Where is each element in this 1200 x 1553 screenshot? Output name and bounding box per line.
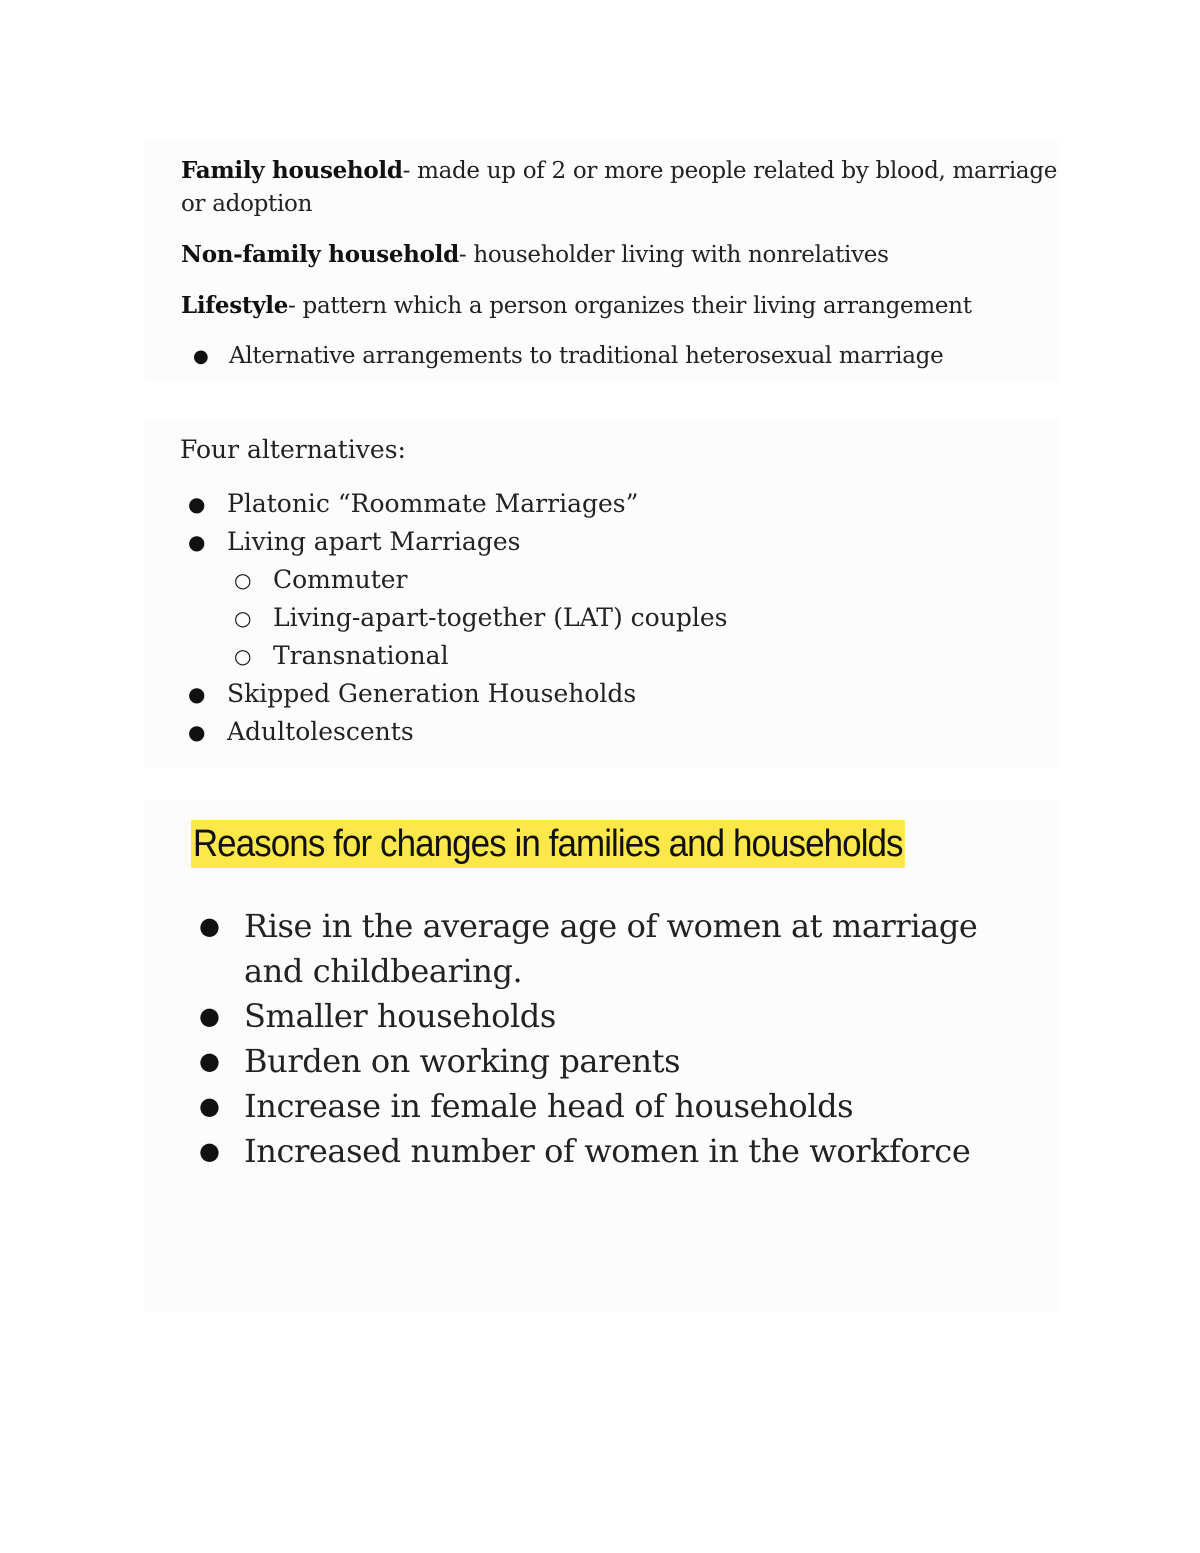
alternatives-heading: Four alternatives: [180,435,406,464]
bullet-icon: ● [199,1137,220,1165]
list-item [180,675,1060,713]
list-item-text: Living apart Marriages [227,527,521,556]
hollow-bullet-icon: ○ [234,644,252,668]
list-item [191,994,1004,1039]
bullet-icon: ● [199,1002,220,1030]
bullet-icon: ● [188,682,206,706]
list-item-text: Living-apart-together (LAT) couples [273,603,728,632]
definition-text: - made up of 2 or more people related by blood, marriage or adoption [181,158,1058,217]
list-item [193,340,1060,373]
sub-list-item [180,561,1060,599]
definition-non-family-household [181,238,1060,272]
reasons-list [191,904,1060,1174]
bullet-icon: ● [199,912,220,940]
list-item [191,1039,1004,1084]
definition-text: - householder living with nonrelatives [458,242,889,268]
list-item-text: Commuter [273,565,408,594]
hollow-bullet-icon: ○ [234,606,252,630]
definition-family-household [181,154,1060,221]
list-item [191,1084,1004,1129]
list-item-text: Platonic “Roommate Marriages” [227,489,639,518]
list-item-text: Skipped Generation Households [227,679,637,708]
list-item-text: Rise in the average age of women at marriage and childbearing. [244,907,978,990]
bullet-icon: ● [188,720,206,744]
reasons-title: Reasons for changes in families and households [191,820,904,868]
bullet-icon: ● [199,1047,220,1075]
definition-term: Lifestyle [181,292,289,319]
reasons-section [145,800,1060,1312]
list-item-text: Alternative arrangements to traditional heterosexual marriage [229,343,944,369]
hollow-bullet-icon: ○ [234,568,252,592]
list-item [180,713,1060,751]
list-item-text: Smaller households [244,997,556,1035]
alternatives-list [180,485,1060,751]
definition-term: Non-family household [181,241,459,268]
alternatives-section [145,420,1060,768]
list-item [191,1129,1004,1174]
list-item-text: Transnational [273,641,449,670]
list-item [180,485,1060,523]
definition-text: - pattern which a person organizes their living arrangement [288,293,972,319]
list-item-text: Adultolescents [227,717,414,746]
list-item [191,904,1004,994]
bullet-icon: ● [199,1092,220,1120]
sub-list-item [180,637,1060,675]
list-item-text: Burden on working parents [244,1042,681,1080]
list-item [180,523,1060,561]
list-item-text: Increased number of women in the workforce [244,1132,971,1170]
bullet-icon: ● [193,346,209,367]
lifestyle-bullet-list [181,340,1060,373]
definition-lifestyle [181,289,1060,323]
definition-term: Family household [181,157,403,184]
definitions-section [145,142,1060,382]
list-item-text: Increase in female head of households [244,1087,854,1125]
bullet-icon: ● [188,530,206,554]
sub-list-item [180,599,1060,637]
bullet-icon: ● [188,492,206,516]
